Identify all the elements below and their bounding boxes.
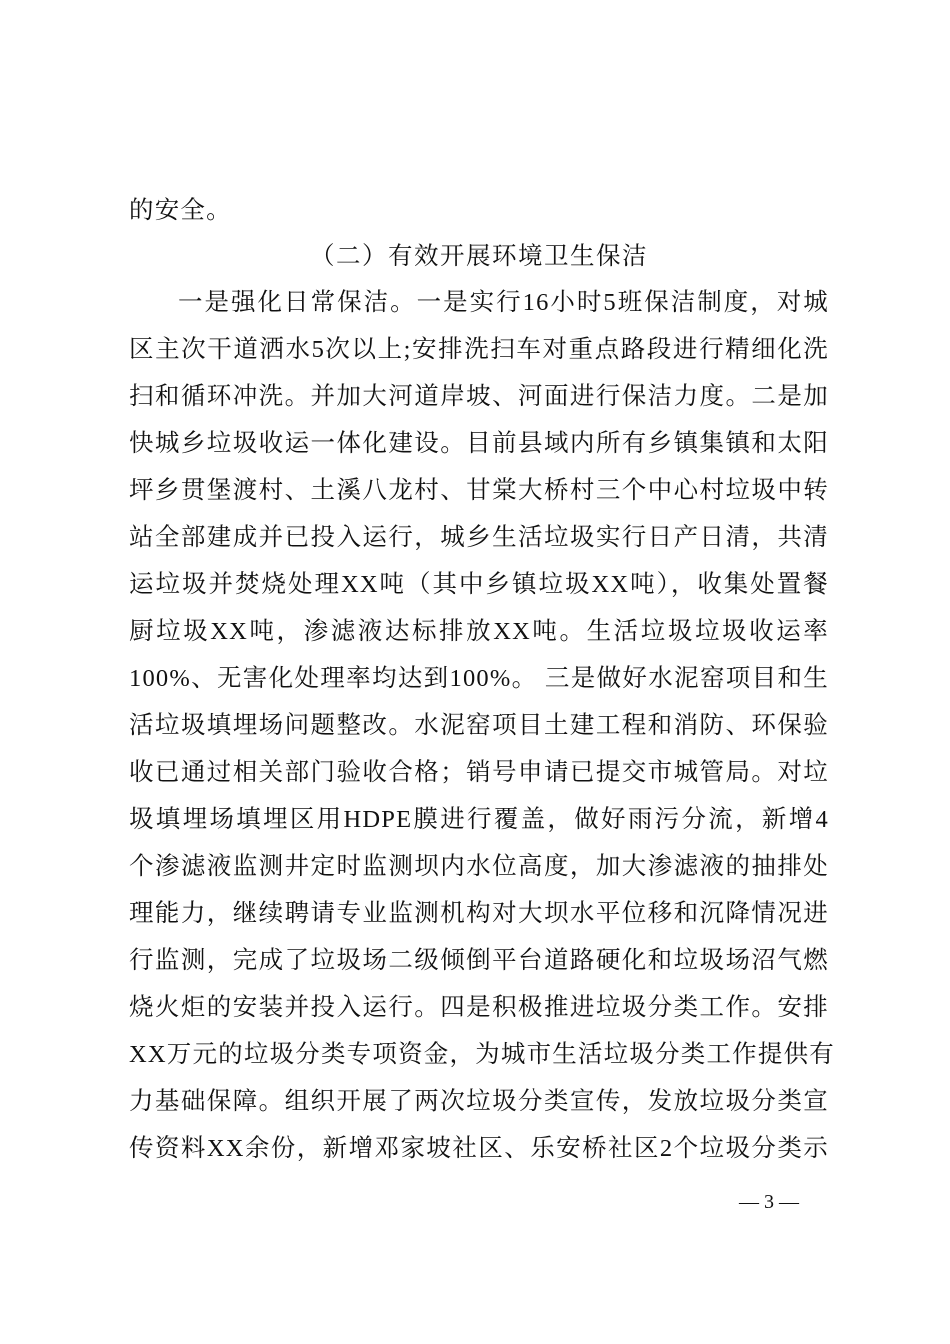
paragraph-line: 快城乡垃圾收运一体化建设。目前县域内所有乡镇集镇和太阳 (129, 430, 829, 457)
paragraph-line: XX万元的垃圾分类专项资金，为城市生活垃圾分类工作提供有 (129, 1041, 835, 1068)
paragraph-line: 的安全。 (129, 197, 232, 224)
page-number: — 3 — (739, 1191, 799, 1213)
paragraph-line: 扫和循环冲洗。并加大河道岸坡、河面进行保洁力度。二是加 (129, 383, 829, 410)
paragraph-line: 行监测，完成了垃圾场二级倾倒平台道路硬化和垃圾场沼气燃 (129, 947, 829, 974)
paragraph-line: 100%、无害化处理率均达到100%。 三是做好水泥窑项目和生 (129, 665, 829, 692)
paragraph-line: 厨垃圾XX吨，渗滤液达标排放XX吨。生活垃圾垃圾收运率 (129, 618, 829, 645)
paragraph-line: 烧火炬的安装并投入运行。四是积极推进垃圾分类工作。安排 (129, 994, 829, 1021)
paragraph-line: 收已通过相关部门验收合格；销号申请已提交市城管局。对垃 (129, 759, 829, 786)
paragraph-line: 运垃圾并焚烧处理XX吨（其中乡镇垃圾XX吨），收集处置餐 (129, 571, 829, 598)
paragraph-line: 站全部建成并已投入运行，城乡生活垃圾实行日产日清，共清 (129, 524, 829, 551)
paragraph-line: 力基础保障。组织开展了两次垃圾分类宣传，发放垃圾分类宣 (129, 1088, 829, 1115)
paragraph-line: 理能力，继续聘请专业监测机构对大坝水平位移和沉降情况进 (129, 900, 829, 927)
paragraph-line: 传资料XX余份，新增邓家坡社区、乐安桥社区2个垃圾分类示 (129, 1135, 829, 1162)
paragraph-line: 个渗滤液监测井定时监测坝内水位高度，加大渗滤液的抽排处 (129, 853, 829, 880)
paragraph-line: 圾填埋场填埋区用HDPE膜进行覆盖，做好雨污分流，新增4 (129, 806, 829, 833)
paragraph-line: 活垃圾填埋场问题整改。水泥窑项目土建工程和消防、环保验 (129, 712, 829, 739)
paragraph-line: 坪乡贯堡渡村、土溪八龙村、甘棠大桥村三个中心村垃圾中转 (129, 477, 829, 504)
paragraph-line: 一是强化日常保洁。一是实行16小时5班保洁制度，对城 (178, 289, 829, 316)
section-heading: （二）有效开展环境卫生保洁 (310, 243, 648, 270)
paragraph-line: 区主次干道洒水5次以上;安排洗扫车对重点路段进行精细化洗 (129, 336, 829, 363)
